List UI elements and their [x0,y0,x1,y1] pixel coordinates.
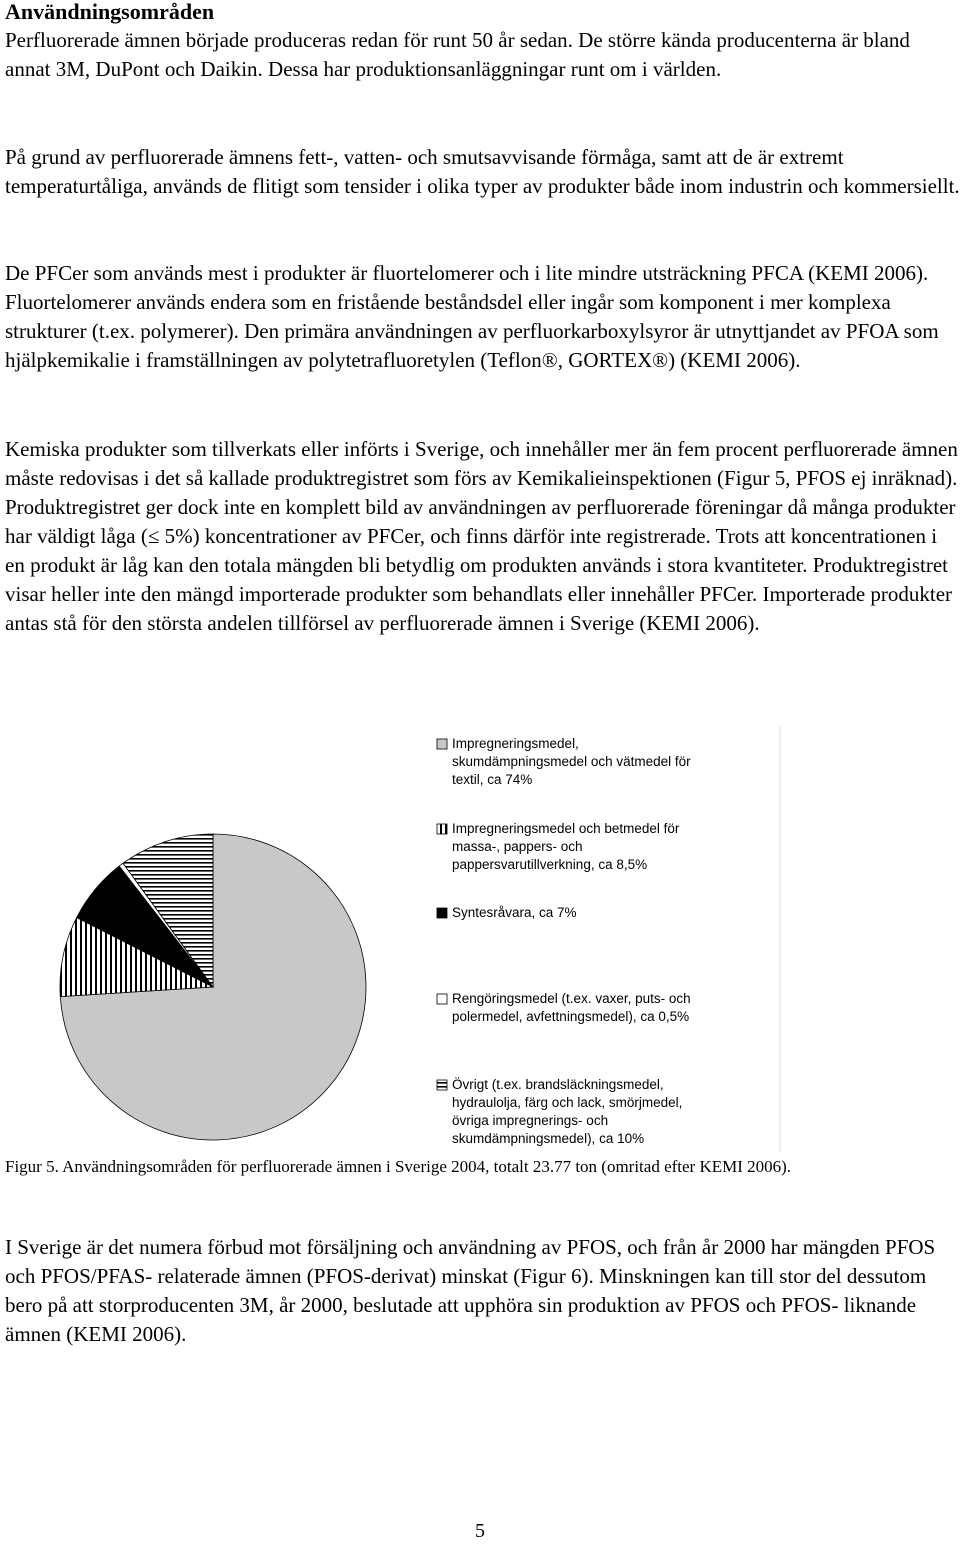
legend-label-1-line-3: textil, ca 74% [452,772,533,787]
figure-caption: Figur 5. Användningsområden för perfluorerade ämnen i Sverige 2004, totalt 23.77 ton (omritad efter KEMI 2006). [5,1157,792,1176]
pie-slices [60,834,366,1140]
legend-label-1-line-1: Impregneringsmedel, [452,736,579,751]
legend-swatch-5 [437,1080,447,1090]
paragraph-properties: På grund av perfluorerade ämnens fett-, vatten- och smutsavvisande förmåga, samt att de är extremt temperaturtåliga, används de flitigt som tensider i olika typer av produkter både inom industrin och kommersiellt. [5,145,960,198]
legend-label-4-line-2: polermedel, avfettningsmedel), ca 0,5% [452,1009,690,1024]
chart-legend [437,736,691,1146]
page-number: 5 [475,1520,485,1542]
legend-label-2-line-1: Impregneringsmedel och betmedel för [452,821,680,836]
paragraph-producers: Perfluorerade ämnen började produceras redan för runt 50 år sedan. De större kända producenterna är bland annat 3M, DuPont och Daikin. Dessa har produktionsanläggningar runt om i världen. [5,28,910,81]
legend-label-2-line-2: massa-, pappers- och [452,839,583,854]
section-heading: Användningsområden [5,0,215,24]
legend-label-3-line-1: Syntesråvara, ca 7% [452,905,577,920]
legend-swatch-2 [437,824,447,834]
paragraph-pfc-usage: De PFCer som används mest i produkter är fluortelomerer och i lite mindre utsträckning PFCA (KEMI 2006). Fluortelomerer används endera som en fristående beståndsdel eller ingår som komponent i mer komplexa strukturer (t.ex. polymerer). Den primära användningen av perfluorkarboxylsyror är utnyttjandet av PFOA som hjälpkemikalie i framställningen av polytetrafluoretylen (Teflon®, GORTEX®) (KEMI 2006). [5,261,939,372]
legend-swatch-4 [437,994,447,1004]
legend-label-5-line-1: Övrigt (t.ex. brandsläckningsmedel, [452,1077,664,1092]
pie-chart [0,722,960,1152]
legend-label-2-line-3: pappersvarutillverkning, ca 8,5% [452,857,648,872]
legend-label-5-line-4: skumdämpningsmedel), ca 10% [452,1131,645,1146]
legend-label-1-line-2: skumdämpningsmedel och vätmedel för [452,754,691,769]
legend-swatch-1 [437,739,447,749]
paragraph-product-register: Kemiska produkter som tillverkats eller införts i Sverige, och innehåller mer än fem procent perfluorerade ämnen måste redovisas i det så kallade produktregistret som förs av Kemikalieinspektionen (Figur 5, PFOS ej inräknad). Produktregistret ger dock inte en komplett bild av användningen av perfluorerade föreningar då många produkter har väldigt låga (≤ 5%) koncentrationer av PFCer, och finns därför inte registrerade. Trots att koncentrationen i en produkt är låg kan den totala mängden bli betydlig om produkten används i stora kvantiteter. Produktregistret visar heller inte den mängd importerade produkter som behandlats eller innehåller PFCer. Importerade produkter antas stå för den största andelen tillförsel av perfluorerade ämnen i Sverige (KEMI 2006). [5,437,958,635]
legend-label-5-line-3: övriga impregnerings- och [452,1113,609,1128]
legend-swatch-3 [437,908,447,918]
paragraph-pfos-ban: I Sverige är det numera förbud mot försäljning och användning av PFOS, och från år 2000 har mängden PFOS och PFOS/PFAS- relaterade ämnen (PFOS-derivat) minskat (Figur 6). Minskningen kan till stor del dessutom bero på att storproducenten 3M, år 2000, beslutade att upphöra sin produktion av PFOS och PFOS- liknande ämnen (KEMI 2006). [5,1235,936,1346]
legend-label-4-line-1: Rengöringsmedel (t.ex. vaxer, puts- och [452,991,691,1006]
legend-label-5-line-2: hydraulolja, färg och lack, smörjmedel, [452,1095,683,1110]
figure-5 [0,722,960,1152]
